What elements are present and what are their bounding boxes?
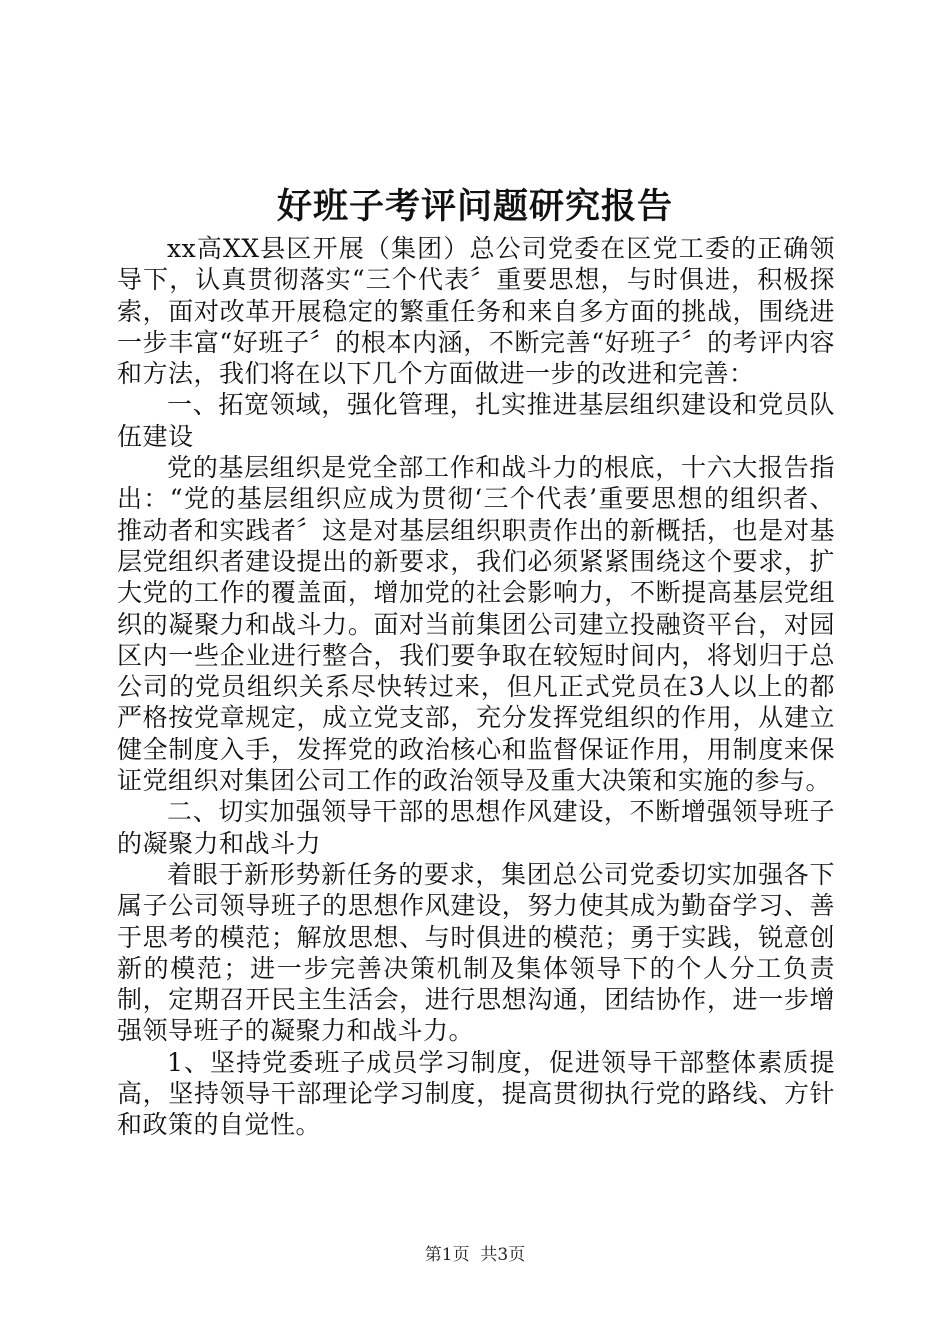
page-footer (0, 1243, 950, 1267)
paragraph-item-1: 1、坚持党委班子成员学习制度，促进领导干部整体素质提高，坚持领导干部理论学习制度，提高贯彻执行党的路线、方针和政策的自觉性。 (117, 1047, 835, 1140)
paragraph-intro: xx高XX县区开展（集团）总公司党委在区党工委的正确领导下，认真贯彻落实“三个代表〞重要思想，与时俱进，积极探索，面对改革开展稳定的繁重任务和来自多方面的挑战，围绕进一步丰富“好班子〞的根本内涵，不断完善“好班子〞的考评内容和方法，我们将在以下几个方面做进一步的改进和完善： (117, 234, 835, 389)
document-title: 好班子考评问题研究报告 (276, 186, 673, 227)
document-body (117, 233, 835, 1141)
paragraph-section-2-body: 着眼于新形势新任务的要求，集团总公司党委切实加强各下属子公司领导班子的思想作风建设，努力使其成为勤奋学习、善于思考的模范；解放思想、与时俱进的模范；勇于实践，锐意创新的模范；进一步完善决策机制及集体领导下的个人分工负责制，定期召开民主生活会，进行思想沟通，团结协作，进一步增强领导班子的凝聚力和战斗力。 (117, 859, 835, 1046)
page-total: 共3页 (480, 1245, 526, 1265)
paragraph-section-1-body: 党的基层组织是党全部工作和战斗力的根底，十六大报告指出：“党的基层组织应成为贯彻‘三个代表’重要思想的组织者、推动者和实践者〞这是对基层组织职责作出的新概括，也是对基层党组织者建设提出的新要求，我们必须紧紧围绕这个要求，扩大党的工作的覆盖面，增加党的社会影响力，不断提高基层党组织的凝聚力和战斗力。面对当前集团公司建立投融资平台，对园区内一些企业进行整合，我们要争取在较短时间内，将划归于总公司的党员组织关系尽快转过来，但凡正式党员在3人以上的都严格按党章规定，成立党支部，充分发挥党组织的作用，从建立健全制度入手，发挥党的政治核心和监督保证作用，用制度来保证党组织对集团公司工作的政治领导及重大决策和实施的参与。 (117, 453, 835, 796)
page-number: 第1页 (424, 1245, 470, 1265)
paragraph-heading-2: 二、切实加强领导干部的思想作风建设，不断增强领导班子的凝聚力和战斗力 (117, 797, 835, 858)
paragraph-heading-1: 一、拓宽领域，强化管理，扎实推进基层组织建设和党员队伍建设 (117, 390, 835, 451)
